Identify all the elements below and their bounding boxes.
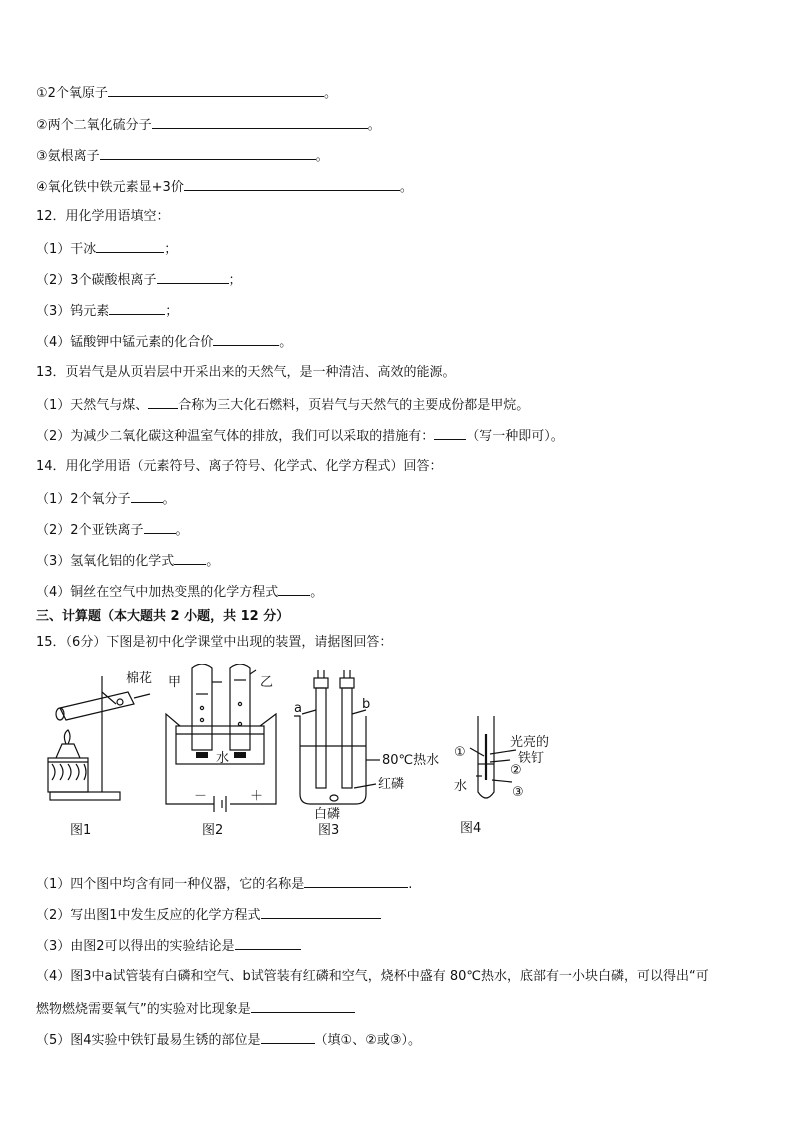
figure-3-apparatus [294, 670, 380, 804]
answer-blank[interactable] [261, 906, 381, 919]
label-cotton: 棉花 [126, 671, 153, 686]
q12-item-1: （1）干冰 ； [36, 242, 178, 257]
q14-item-4: （4）铜丝在空气中加热变黑的化学方程式 。 [36, 585, 324, 600]
figure-2-caption: 图2 [202, 823, 224, 838]
q15-item-1: （1）四个图中均含有同一种仪器，它的名称是 . [36, 877, 413, 892]
figure-4-apparatus [470, 716, 516, 798]
q14-item-2: （2）2个亚铁离子 。 [36, 523, 189, 538]
label-hot-water: 80℃热水 [382, 753, 440, 768]
q13-title: 13．页岩气是从页岩层中开采出来的天然气，是一种清洁、高效的能源。 [36, 365, 456, 380]
section-3-title: 三、计算题（本大题共 2 小题，共 12 分） [36, 609, 290, 624]
answer-blank[interactable] [108, 84, 324, 97]
figure-3-caption: 图3 [318, 823, 340, 838]
answer-blank[interactable] [144, 521, 176, 534]
q15-title: 15．（6分）下图是初中化学课堂中出现的装置，请据图回答： [36, 635, 393, 650]
answer-blank[interactable] [261, 1031, 315, 1044]
q14-item-3: （3）氢氧化铝的化学式 。 [36, 554, 220, 569]
answer-blank[interactable] [100, 147, 316, 160]
q11-item-3: ③氨根离子 。 [36, 149, 329, 164]
q12-item-4: （4）锰酸钾中锰元素的化合价 。 [36, 335, 293, 350]
q13-item-2: （2）为减少二氧化碳这种温室气体的排放，我们可以采取的措施有： （写一种即可）。 [36, 429, 564, 444]
q15-item-5: （5）图4实验中铁钉最易生锈的部位是 （填①、②或③）。 [36, 1033, 422, 1048]
q14-item-1: （1）2个氧分子 。 [36, 492, 176, 507]
label-red-phosphorus: 红磷 [378, 777, 405, 792]
q11-item-4: ④氧化铁中铁元素显+3价 。 [36, 180, 413, 195]
mark-3: ③ [512, 785, 524, 800]
answer-blank[interactable] [235, 937, 301, 950]
answer-blank[interactable] [251, 1000, 355, 1013]
q14-title: 14．用化学用语（元素符号、离子符号、化学式、化学方程式）回答： [36, 459, 443, 474]
figure-1-caption: 图1 [70, 823, 92, 838]
answer-blank[interactable] [152, 116, 368, 129]
q12-item-2: （2）3个碳酸根离子 ； [36, 273, 242, 288]
answer-blank[interactable] [109, 302, 165, 315]
label-bright-2: 铁钉 [518, 751, 545, 766]
q15-item-4b: 燃物燃烧需要氧气”的实验对比现象是 [36, 1000, 355, 1018]
label-water-fig4: 水 [454, 779, 468, 794]
label-water-fig2: 水 [216, 751, 230, 766]
label-white-phosphorus: 白磷 [314, 807, 341, 822]
label-b: b [362, 697, 371, 712]
label-yi: 乙 [260, 675, 274, 690]
q13-item-1: （1）天然气与煤、 合称为三大化石燃料，页岩气与天然气的主要成份都是甲烷。 [36, 398, 530, 413]
answer-blank[interactable] [434, 427, 466, 440]
q11-item-1: ①2个氧原子 。 [36, 86, 337, 101]
answer-blank[interactable] [148, 396, 178, 409]
answer-blank[interactable] [184, 178, 400, 191]
mark-1: ① [454, 745, 466, 760]
answer-blank[interactable] [96, 240, 164, 253]
label-plus: ＋ [250, 789, 264, 804]
label-minus: － [194, 789, 208, 804]
answer-blank[interactable] [131, 490, 163, 503]
figure-1-apparatus [48, 676, 150, 800]
figure-4-caption: 图4 [460, 821, 482, 836]
q12-item-3: （3）钨元素 ； [36, 304, 179, 319]
answer-blank[interactable] [213, 333, 279, 346]
label-jia: 甲 [168, 675, 182, 690]
q15-item-3: （3）由图2可以得出的实验结论是 [36, 937, 301, 955]
answer-blank[interactable] [304, 875, 408, 888]
answer-blank[interactable] [278, 583, 310, 596]
mark-2: ② [510, 763, 522, 778]
answer-blank[interactable] [157, 271, 229, 284]
label-a: a [294, 701, 302, 716]
q12-title: 12．用化学用语填空： [36, 209, 170, 224]
answer-blank[interactable] [174, 552, 206, 565]
q11-item-2: ②两个二氧化硫分子 。 [36, 118, 381, 133]
q15-item-2: （2）写出图1中发生反应的化学方程式 [36, 906, 381, 924]
label-bright-1: 光亮的 [510, 735, 550, 750]
q15-item-4a: （4）图3中a试管装有白磷和空气、b试管装有红磷和空气，烧杯中盛有 80℃热水，底部有一小块白磷，可以得出“可 [36, 969, 709, 984]
q15-figures [36, 664, 596, 854]
